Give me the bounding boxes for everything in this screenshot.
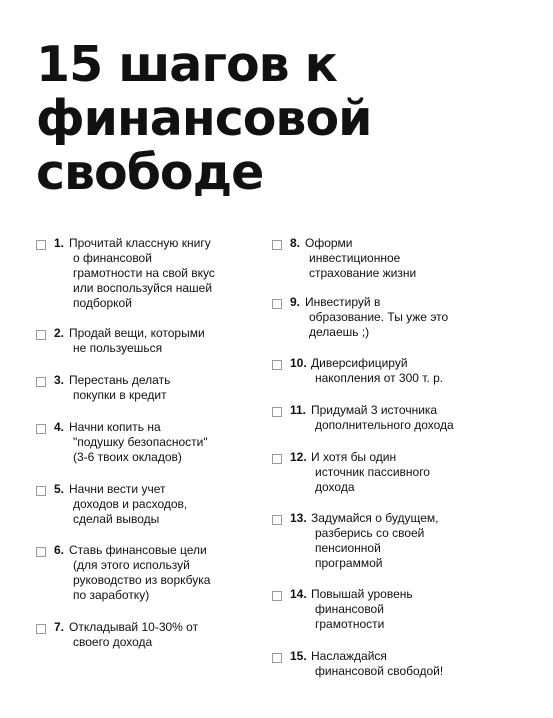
item-number: 9.: [290, 295, 301, 309]
item-text: [290, 587, 512, 632]
item-text-line: Придумай 3 источника: [311, 403, 438, 417]
item-text-line: Продай вещи, которыми: [69, 326, 205, 340]
checklist-item[interactable]: [36, 420, 256, 465]
item-number: 12.: [290, 450, 307, 464]
item-text-line: сделай выводы: [73, 512, 160, 526]
item-text-line: пенсионной: [315, 541, 381, 555]
item-text-line: Прочитай классную книгу: [69, 236, 211, 250]
item-text-line: дополнительного дохода: [315, 418, 454, 432]
item-text: [290, 295, 512, 340]
item-number: 6.: [54, 543, 65, 557]
title-line: 15 шагов к: [36, 36, 337, 93]
item-text: [290, 649, 512, 679]
page-title: [36, 38, 371, 200]
item-text-line: инвестиционное: [309, 251, 401, 265]
item-text-line: Оформи: [305, 236, 353, 250]
checklist-item[interactable]: [272, 295, 512, 340]
item-text-line: накопления от 300 т. р.: [315, 371, 444, 385]
item-number: 13.: [290, 511, 307, 525]
item-text-line: не пользуешься: [73, 341, 163, 355]
checklist-item[interactable]: [272, 236, 512, 281]
item-text: [290, 356, 512, 386]
item-text-line: руководство из воркбука: [73, 573, 211, 587]
item-text-line: о финансовой: [73, 251, 152, 265]
item-text: [54, 420, 256, 465]
item-number: 3.: [54, 373, 65, 387]
checklist-item[interactable]: [36, 373, 256, 403]
item-text-line: Диверсифицируй: [311, 356, 408, 370]
item-text-line: разберись со своей: [315, 526, 425, 540]
checkbox[interactable]: [272, 299, 282, 309]
item-text: [290, 236, 512, 281]
item-text-line: источник пассивного: [315, 465, 430, 479]
checkbox[interactable]: [36, 547, 46, 557]
item-text-line: Повышай уровень: [311, 587, 413, 601]
item-text: [54, 326, 256, 356]
item-number: 5.: [54, 482, 65, 496]
item-number: 8.: [290, 236, 301, 250]
item-text-line: дохода: [315, 480, 355, 494]
item-number: 2.: [54, 326, 65, 340]
item-text-line: программой: [315, 556, 383, 570]
item-text-line: или воспользуйся нашей: [73, 281, 213, 295]
item-text-line: Начни копить на: [69, 420, 161, 434]
item-text-line: подборкой: [73, 296, 132, 310]
item-text: [54, 543, 256, 603]
checklist-item[interactable]: [272, 403, 512, 433]
item-text-line: Наслаждайся: [311, 649, 387, 663]
item-text: [290, 511, 512, 571]
checklist-left-column: [36, 236, 256, 650]
checkbox[interactable]: [272, 360, 282, 370]
item-text-line: (для этого используй: [73, 558, 190, 572]
item-text-line: (3-6 твоих окладов): [73, 450, 182, 464]
item-number: 1.: [54, 236, 65, 250]
checkbox[interactable]: [36, 486, 46, 496]
item-text-line: "подушку безопасности": [73, 435, 208, 449]
checklist-item[interactable]: [272, 587, 512, 632]
item-text-line: по заработку): [73, 588, 150, 602]
item-text-line: грамотности: [315, 617, 385, 631]
item-text: [54, 236, 256, 311]
item-text-line: своего дохода: [73, 635, 153, 649]
item-text-line: покупки в кредит: [73, 388, 167, 402]
title-line: финансовой: [36, 90, 372, 147]
item-text-line: доходов и расходов,: [73, 497, 188, 511]
item-text: [54, 620, 256, 650]
item-text-line: страхование жизни: [309, 266, 417, 280]
item-text-line: Инвестируй в: [305, 295, 381, 309]
item-number: 14.: [290, 587, 307, 601]
checkbox[interactable]: [272, 240, 282, 250]
item-text: [54, 373, 256, 403]
item-text-line: Задумайся о будущем,: [311, 511, 439, 525]
item-text-line: Откладывай 10-30% от: [69, 620, 199, 634]
item-text-line: Перестань делать: [69, 373, 171, 387]
checkbox[interactable]: [36, 624, 46, 634]
checkbox[interactable]: [272, 454, 282, 464]
item-text-line: Начни вести учет: [69, 482, 166, 496]
checklist-item[interactable]: [272, 511, 512, 571]
checkbox[interactable]: [36, 377, 46, 387]
item-text-line: грамотности на свой вкус: [73, 266, 215, 280]
item-number: 15.: [290, 649, 307, 663]
item-text-line: делаешь ;): [309, 325, 370, 339]
checklist-item[interactable]: [272, 356, 512, 386]
checkbox[interactable]: [272, 407, 282, 417]
checklist-item[interactable]: [36, 236, 256, 311]
item-text: [290, 403, 512, 433]
item-number: 4.: [54, 420, 65, 434]
checkbox[interactable]: [272, 591, 282, 601]
checklist-item[interactable]: [36, 543, 256, 603]
checkbox[interactable]: [272, 515, 282, 525]
checkbox[interactable]: [272, 653, 282, 663]
item-text-line: И хотя бы один: [311, 450, 397, 464]
checklist-item[interactable]: [272, 450, 512, 495]
title-line: свободе: [36, 144, 264, 201]
item-text-line: финансовой свободой!: [315, 664, 444, 678]
checklist-item[interactable]: [272, 649, 512, 679]
item-number: 11.: [290, 403, 307, 417]
checklist-item[interactable]: [36, 482, 256, 527]
item-number: 10.: [290, 356, 307, 370]
item-text-line: образование. Ты уже это: [309, 310, 449, 324]
checklist-item[interactable]: [36, 326, 256, 356]
item-text-line: финансовой: [315, 602, 384, 616]
checkbox[interactable]: [36, 424, 46, 434]
item-text: [290, 450, 512, 495]
checkbox[interactable]: [36, 240, 46, 250]
checklist-right-column: [272, 236, 512, 679]
checklist-item[interactable]: [36, 620, 256, 650]
item-text-line: Ставь финансовые цели: [69, 543, 207, 557]
checkbox[interactable]: [36, 330, 46, 340]
item-number: 7.: [54, 620, 65, 634]
item-text: [54, 482, 256, 527]
